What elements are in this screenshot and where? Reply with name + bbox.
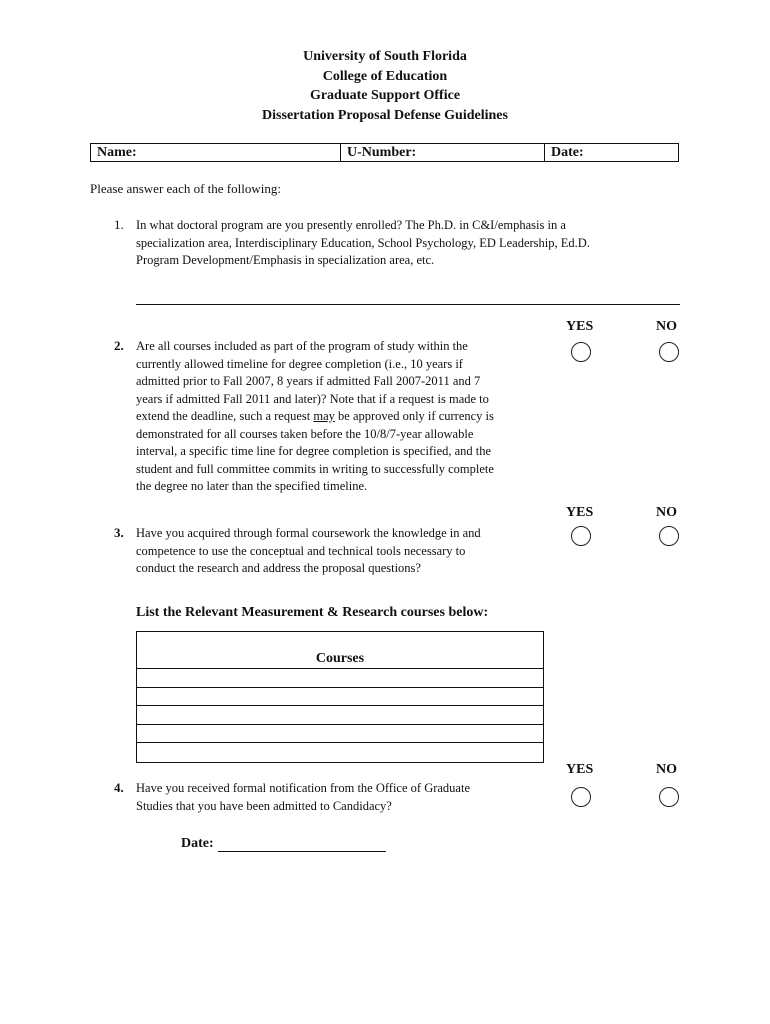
- q1-line: Program Development/Emphasis in specialization area, etc.: [136, 253, 435, 267]
- courses-table: [136, 631, 544, 763]
- q2-line-part: be approved only if currency is: [334, 409, 494, 423]
- q2-line: Are all courses included as part of the program of study within the: [136, 339, 468, 353]
- q2-yes-radio[interactable]: [571, 342, 591, 362]
- q2-text: [136, 338, 494, 496]
- document-title: Dissertation Proposal Defense Guidelines: [262, 107, 508, 123]
- office-name: Graduate Support Office: [309, 88, 461, 103]
- unumber-label: U-Number:: [347, 145, 417, 160]
- q4-text: [136, 780, 470, 815]
- course-row[interactable]: [137, 669, 543, 688]
- q2-no-label: NO: [656, 319, 677, 334]
- q4-yes-label: YES: [566, 762, 594, 777]
- q2-line-part: extend the deadline, such a request: [136, 409, 314, 423]
- q3-text: [136, 525, 481, 578]
- q3-number: 3.: [114, 525, 124, 540]
- q2-line: student and full committee commits in writing to successfully complete: [136, 461, 494, 476]
- university-name: University of South Florida: [303, 49, 467, 64]
- name-label: Name:: [97, 145, 137, 160]
- q4-no-radio[interactable]: [659, 787, 679, 807]
- student-info-table: [90, 143, 679, 162]
- q3-yes-label: YES: [566, 505, 594, 520]
- q2-line: the degree no later than the specified timeline.: [136, 479, 368, 493]
- name-field[interactable]: [91, 144, 341, 161]
- q2-no-radio[interactable]: [659, 342, 679, 362]
- q2-line: demonstrated for all courses taken before the 10/8/7-year allowable: [136, 426, 474, 441]
- unumber-field[interactable]: [341, 144, 545, 161]
- q1-text: [136, 217, 590, 270]
- q2-number: 2.: [114, 338, 124, 353]
- q2-line: currently allowed timeline for degree completion (i.e., 10 years if: [136, 356, 463, 371]
- q4-number: 4.: [114, 780, 124, 795]
- instructions: Please answer each of the following:: [90, 181, 281, 196]
- course-row[interactable]: [137, 725, 543, 744]
- candidacy-date-input[interactable]: [218, 837, 386, 852]
- courses-list-title: List the Relevant Measurement & Research courses below:: [136, 605, 489, 620]
- q3-line: competence to use the conceptual and technical tools necessary to: [136, 543, 466, 558]
- q2-underlined-may: may: [313, 409, 335, 423]
- q4-line: Have you received formal notification from the Office of Graduate: [136, 781, 471, 795]
- q1-number: 1.: [114, 217, 124, 232]
- q2-line: years if admitted Fall 2011 and later)? Note that if a request is made to: [136, 391, 489, 406]
- q4-yes-radio[interactable]: [571, 787, 591, 807]
- q3-line: Have you acquired through formal coursework the knowledge in and: [136, 526, 481, 540]
- course-row[interactable]: [137, 743, 543, 762]
- q2-line: interval, a specific time line for degree completion is specified, and the: [136, 444, 492, 458]
- q1-line: In what doctoral program are you presently enrolled? The Ph.D. in C&I/emphasis in a: [136, 218, 566, 232]
- q2-line: admitted prior to Fall 2007, 8 years if admitted Fall 2007-2011 and 7: [136, 374, 481, 388]
- q4-no-label: NO: [656, 762, 677, 777]
- candidacy-date-label: Date:: [181, 836, 214, 851]
- date-field-top[interactable]: [545, 144, 678, 161]
- college-name: College of Education: [322, 68, 448, 84]
- q3-yes-radio[interactable]: [571, 526, 591, 546]
- document-header: [0, 47, 770, 125]
- course-row[interactable]: [137, 688, 543, 707]
- date-label-top: Date:: [551, 145, 584, 160]
- courses-header: Courses: [137, 632, 543, 669]
- course-row[interactable]: [137, 706, 543, 725]
- q1-line: specialization area, Interdisciplinary Education, School Psychology, ED Leadership, Ed.D.: [136, 235, 590, 250]
- candidacy-date-field: [181, 836, 386, 852]
- q3-line: conduct the research and address the proposal questions?: [136, 561, 421, 575]
- q1-answer-line[interactable]: [136, 304, 680, 305]
- q2-yes-label: YES: [566, 319, 594, 334]
- q3-no-label: NO: [656, 505, 677, 520]
- q4-line: Studies that you have been admitted to Candidacy?: [136, 798, 392, 813]
- q3-no-radio[interactable]: [659, 526, 679, 546]
- q2-line: [136, 408, 494, 426]
